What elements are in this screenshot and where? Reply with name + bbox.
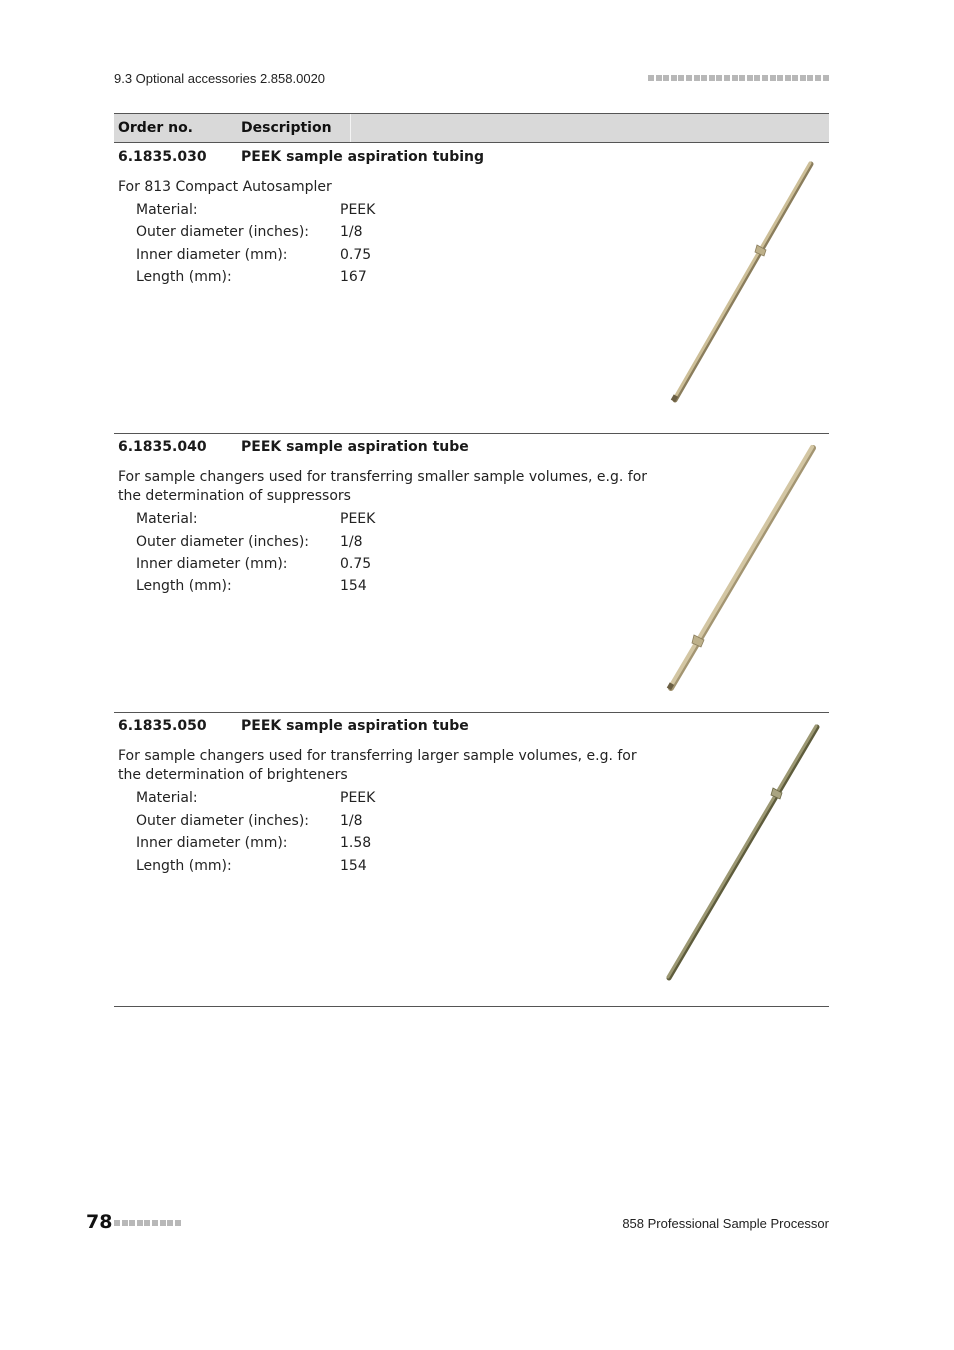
spec-value: 1.58	[340, 835, 372, 851]
section-divider	[114, 433, 829, 434]
spec-label: Length (mm):	[136, 269, 232, 285]
spec-label: Material:	[136, 202, 198, 218]
footer-product-name: 858 Professional Sample Processor	[622, 1216, 829, 1231]
spec-value: 1/8	[340, 813, 363, 829]
spec-label: Outer diameter (inches):	[136, 224, 309, 240]
spec-label: Inner diameter (mm):	[136, 835, 288, 851]
table-header	[114, 113, 829, 143]
spec-value: PEEK	[340, 202, 376, 218]
page-number: 78	[86, 1211, 113, 1233]
column-divider	[350, 114, 351, 142]
spec-value: 0.75	[340, 556, 372, 572]
spec-value: 1/8	[340, 534, 363, 550]
spec-label: Material:	[136, 511, 198, 527]
order-number: 6.1835.030	[118, 149, 207, 165]
product-description: For sample changers used for transferring larger sample volumes, e.g. for the determination of brighteners	[118, 748, 637, 783]
spec-label: Outer diameter (inches):	[136, 534, 309, 550]
spec-label: Inner diameter (mm):	[136, 556, 288, 572]
spec-label: Inner diameter (mm):	[136, 247, 288, 263]
order-number: 6.1835.050	[118, 718, 207, 734]
spec-value: PEEK	[340, 511, 376, 527]
header-marker-squares	[648, 75, 829, 81]
peek-tube-icon	[660, 718, 830, 988]
spec-label: Length (mm):	[136, 578, 232, 594]
product-description: For sample changers used for transferring smaller sample volumes, e.g. for the determination of suppressors	[118, 469, 648, 504]
product-name: PEEK sample aspiration tube	[241, 718, 469, 734]
spec-label: Length (mm):	[136, 858, 232, 874]
order-number: 6.1835.040	[118, 439, 207, 455]
peek-tube-icon	[660, 440, 830, 700]
footer-marker-squares	[114, 1220, 181, 1226]
spec-label: Material:	[136, 790, 198, 806]
spec-value: 154	[340, 858, 367, 874]
column-header-description: Description	[241, 120, 332, 136]
running-header: 9.3 Optional accessories 2.858.0020	[114, 71, 326, 86]
spec-value: 154	[340, 578, 367, 594]
spec-value: 1/8	[340, 224, 363, 240]
product-name: PEEK sample aspiration tube	[241, 439, 469, 455]
peek-tubing-icon	[660, 155, 830, 415]
spec-value: PEEK	[340, 790, 376, 806]
product-name: PEEK sample aspiration tubing	[241, 149, 485, 165]
product-description: For 813 Compact Autosampler	[118, 179, 332, 195]
spec-value: 167	[340, 269, 367, 285]
section-divider	[114, 712, 829, 713]
spec-value: 0.75	[340, 247, 372, 263]
section-divider	[114, 1006, 829, 1007]
spec-label: Outer diameter (inches):	[136, 813, 309, 829]
column-header-order-no: Order no.	[118, 120, 194, 136]
